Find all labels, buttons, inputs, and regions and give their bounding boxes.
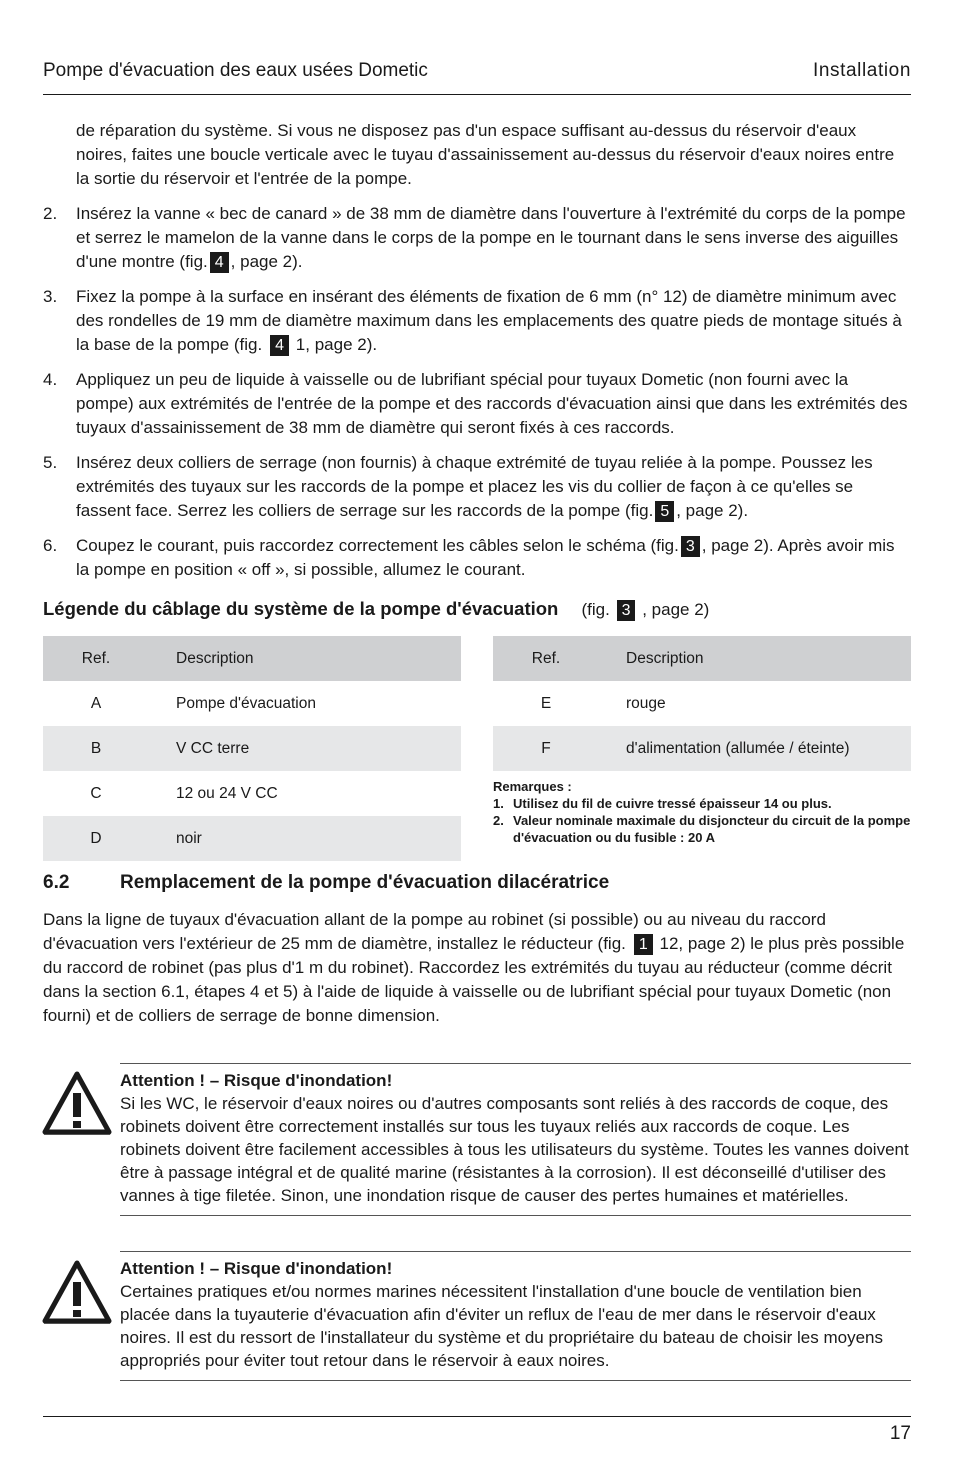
step-number: 4. xyxy=(43,370,58,389)
column-header-description: Description xyxy=(599,636,911,681)
column-header-ref: Ref. xyxy=(43,636,149,681)
wiring-legend-table-right xyxy=(493,636,911,771)
section-title: Remplacement de la pompe d'évacuation dilacératrice xyxy=(120,872,610,893)
fig-prefix: (fig. xyxy=(581,600,610,619)
remark-text: Valeur nominale maximale du disjoncteur du circuit de la pompe d'évacuation ou du fusible : 20 A xyxy=(513,813,911,845)
section-text-after: 12, page 2) le plus près possible du raccord de robinet (pas plus d'1 m du robinet). Raccordez les extrémités du tuyau au réducteur (comme décrit dans la section 6.1, étapes 4 et 5) à l'aide de liquide à vaisselle ou de lubrifiant spécial pour tuyaux Dometic (non fourni) et de colliers de serrage de bonne dimension. xyxy=(43,934,905,1025)
step-text-after: , page 2). xyxy=(676,501,749,520)
table-row xyxy=(43,771,461,816)
section-text-before: Dans la ligne de tuyaux d'évacuation allant de la pompe au robinet (si possible) ou au niveau du raccord d'évacuation vers l'extérieur de 25 mm de diamètre, installez le réducteur (fig. xyxy=(43,910,826,953)
figure-reference-badge: 5 xyxy=(655,501,674,522)
figure-reference-badge: 4 xyxy=(210,252,229,273)
table-row xyxy=(43,681,461,726)
warning-box xyxy=(120,1251,911,1381)
description-cell: 12 ou 24 V CC xyxy=(176,784,278,802)
ref-cell: F xyxy=(493,726,599,771)
step-text-before: Fixez la pompe à la surface en insérant des éléments de fixation de 6 mm (n° 12) de diamètre minimum avec des rondelles de 19 mm de diamètre maximum dans les emplacements des quatre pieds de montage situés à la base de la pompe (fig. xyxy=(76,287,902,354)
fig-suffix: , page 2) xyxy=(642,600,710,619)
warning-title: Attention ! – Risque d'inondation! xyxy=(120,1071,393,1090)
step-number: 6. xyxy=(43,536,58,555)
description-cell: noir xyxy=(149,816,461,861)
figure-reference-badge: 3 xyxy=(681,536,700,557)
warning-box xyxy=(120,1063,911,1216)
legend-figure-reference xyxy=(582,600,710,619)
chapter-name: Installation xyxy=(812,60,911,81)
document-title: Pompe d'évacuation des eaux usées Dometic xyxy=(43,60,428,81)
warning-title: Attention ! – Risque d'inondation! xyxy=(120,1259,393,1278)
step-text xyxy=(76,202,910,274)
description-cell: rouge xyxy=(626,694,666,712)
step-text-before: Insérez la vanne « bec de canard » de 38 mm de diamètre dans l'ouverture à l'extrémité du corps de la pompe et serrez le mamelon de la vanne dans le corps de la pompe en le tournant dans le sens inverse des aiguilles d'une montre (fig. xyxy=(76,204,906,271)
step-text-after: 1, page 2). xyxy=(291,335,378,354)
section-paragraph xyxy=(43,908,911,1028)
ref-cell: A xyxy=(90,694,102,712)
page-header xyxy=(43,60,911,95)
figure-reference-badge: 4 xyxy=(270,335,289,356)
section-number: 6.2 xyxy=(43,872,70,893)
step-text-before: Appliquez un peu de liquide à vaisselle ou de lubrifiant spécial pour tuyaux Dometic (non fourni avec la pompe) aux extrémités de l'entrée de la pompe et des raccords d'évacuation ainsi que dans les extrémités des tuyaux d'assainissement de 38 mm de diamètre qui seront fixés à ces raccords. xyxy=(76,370,908,437)
description-cell: Pompe d'évacuation xyxy=(176,694,316,712)
ref-cell: D xyxy=(43,816,149,861)
figure-reference-badge: 3 xyxy=(617,600,636,621)
remark-item xyxy=(493,812,913,846)
remark-text: Utilisez du fil de cuivre tressé épaisseur 14 ou plus. xyxy=(513,796,832,811)
wiring-legend-table-left xyxy=(43,636,461,861)
step-text xyxy=(76,368,910,440)
step-number: 3. xyxy=(43,287,58,306)
page-number: 17 xyxy=(889,1423,911,1444)
figure-reference-badge: 1 xyxy=(634,934,653,955)
step-text xyxy=(76,534,910,582)
ref-cell: E xyxy=(540,694,552,712)
intro-paragraph: de réparation du système. Si vous ne disposez pas d'un espace suffisant au-dessus du réservoir d'eaux noires, faites une boucle verticale avec le tuyau d'assainissement au-dessus du réservoir d'eaux noires entre la sortie du réservoir et l'entrée de la pompe. xyxy=(76,121,895,188)
table-row xyxy=(43,816,461,861)
table-header-row xyxy=(493,636,911,681)
table-row xyxy=(493,681,911,726)
legend-heading xyxy=(43,598,913,621)
step-text xyxy=(76,285,910,357)
remark-item xyxy=(493,795,913,812)
remark-number: 1. xyxy=(493,796,504,811)
step-number: 5. xyxy=(43,453,58,472)
table-row xyxy=(43,726,461,771)
page-footer xyxy=(43,1416,911,1444)
step-text xyxy=(76,451,910,523)
step-text-after: , page 2). xyxy=(230,252,303,271)
ref-cell: C xyxy=(90,784,102,802)
description-cell: V CC terre xyxy=(149,726,461,771)
remarks-block xyxy=(493,778,913,846)
remarks-title: Remarques : xyxy=(493,779,572,794)
warning-triangle-icon xyxy=(42,1071,112,1135)
table-header-row xyxy=(43,636,461,681)
warning-text: Certaines pratiques et/ou normes marines nécessitent l'installation d'une boucle de ventilation bien placée dans la tuyauterie d'évacuation afin d'éviter un reflux de l'eau de mer dans le réservoir d'eaux noires. Il est du ressort de l'installateur du système et du propriétaire du bateau de choisir les moyens appropriés pour éviter tout retour dans le réservoir à eaux noires. xyxy=(120,1282,883,1370)
step-text-before: Coupez le courant, puis raccordez correctement les câbles selon le schéma (fig. xyxy=(76,536,679,555)
warning-triangle-icon xyxy=(42,1260,112,1324)
description-cell: d'alimentation (allumée / éteinte) xyxy=(599,726,911,771)
warning-text: Si les WC, le réservoir d'eaux noires ou d'autres composants sont reliés à des raccords de coque, des robinets doivent être correctement installés sur tous les tuyaux reliés aux raccords de coque. Les robinets doivent être facilement accessibles à tous les utilisateurs du système. Toutes les vannes doivent être à passage intégral et de qualité marine (résistantes à la corrosion). Il est déconseillé d'utiliser des vannes à tige filetée. Sinon, une inondation risque de causer des pertes humaines et matérielles. xyxy=(120,1094,909,1205)
column-header-description: Description xyxy=(149,636,461,681)
section-heading xyxy=(43,872,609,894)
step-text-before: Insérez deux colliers de serrage (non fournis) à chaque extrémité de tuyau reliée à la pompe. Poussez les extrémités des tuyaux sur les raccords de la pompe et placez les vis du collier de façon à ce qu'elles se fassent face. Serrez les colliers de serrage sur les raccords de la pompe (fig. xyxy=(76,453,873,520)
column-header-ref: Ref. xyxy=(493,636,599,681)
remark-number: 2. xyxy=(493,813,504,828)
ref-cell: B xyxy=(43,726,149,771)
step-text-after: , page 2). Après avoir mis la pompe en position « off », si possible, allumez le courant. xyxy=(76,536,895,579)
legend-title: Légende du câblage du système de la pompe d'évacuation xyxy=(43,598,559,619)
step-number: 2. xyxy=(43,204,58,223)
table-row xyxy=(493,726,911,771)
